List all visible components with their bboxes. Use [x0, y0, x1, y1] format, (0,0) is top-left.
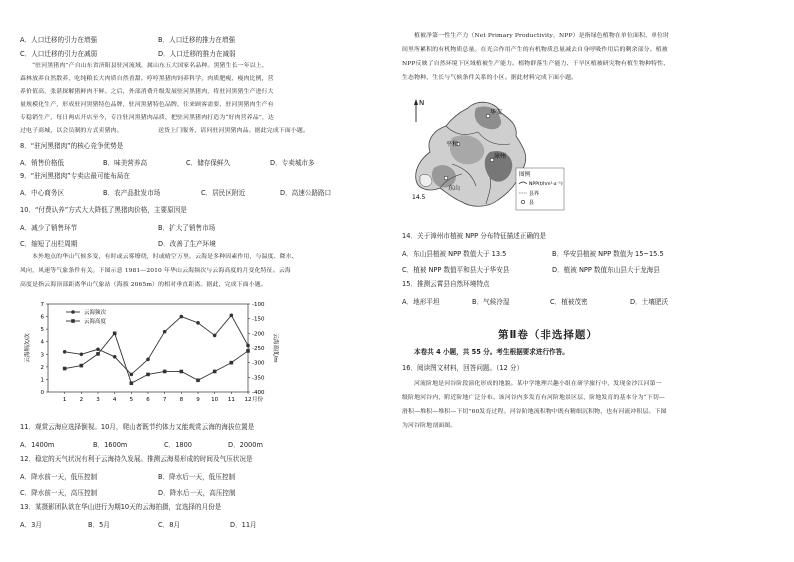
question-11: 11．观赏云海应选择倒视。10月，爬山者既节约体力又能观赏云海的海拔位置是	[20, 423, 255, 431]
north-arrowhead-icon	[414, 99, 418, 105]
passage1-line: 养价值高，张湛探解猪鲜肉不鲜。之后，外部消费升级发展驻河黑猪肉，将驻河黑猪生产进行大	[20, 89, 274, 95]
data-point-2	[213, 370, 217, 374]
map-label-pinghe: 平和	[446, 141, 459, 148]
river-passage-line: 滑积—堆积—堆积—下切”60发育过程。河谷阶地流积物中既有精细沉积物，也有河流冲积层。下图	[402, 409, 667, 415]
q10-option-d[interactable]: D．改善了生产环境	[158, 240, 216, 248]
y-left-tick-label: 4	[40, 339, 44, 346]
legend-county: 县	[529, 200, 535, 206]
q15-option-c[interactable]: C．植被茂密	[550, 298, 588, 306]
y-left-tick-label: 0	[40, 390, 44, 396]
y-left-tick-label: 2	[40, 364, 44, 371]
q10-option-c[interactable]: C．缩短了出栏周期	[20, 240, 78, 248]
map-label-huaan: 华安	[490, 109, 503, 116]
data-point-1	[146, 358, 150, 362]
q14-option-a[interactable]: A．东山县植被 NPP 数值大于 13.5	[402, 250, 507, 258]
question-14: 14．关于漳州市植被 NPP 分布特征描述正确的是	[402, 232, 547, 240]
y-right-tick-label: -350	[252, 375, 265, 382]
x-tick-label: 10	[211, 397, 219, 403]
q13-option-d[interactable]: D．11月	[230, 521, 257, 529]
y-left-tick-label: 6	[40, 314, 44, 321]
map-label-zhangzhou: 漳州	[494, 153, 507, 160]
question-12: 12．稳定的天气状况有利于云海持久发展。推测云海易形成的时间及气压状况是	[20, 455, 253, 463]
q11-option-b[interactable]: B．1600m	[93, 441, 128, 449]
q12-option-a[interactable]: A．降水前一天，低压控制	[20, 473, 98, 481]
x-tick-label: 11	[227, 397, 235, 403]
y-right-tick-label: -200	[252, 331, 265, 338]
legend-label-2: 云海高度	[84, 319, 107, 325]
plot-frame	[48, 304, 248, 392]
data-point-2	[163, 370, 167, 374]
data-point-2	[63, 367, 67, 371]
x-tick-label: 12	[244, 397, 252, 403]
data-point-2	[80, 364, 84, 368]
map-label-dongshan: 东山	[448, 185, 461, 192]
right-column	[402, 0, 782, 562]
legend-npp: NPP(t/hm²·a⁻¹)	[529, 182, 563, 187]
y-left-tick-label: 5	[40, 327, 44, 334]
x-tick-label: 7	[162, 397, 167, 403]
question-8: 8．“驻河黑猪肉”的核心竞争优势是	[20, 142, 124, 150]
q-prev-option-d[interactable]: D．人口迁移的推力在减弱	[158, 50, 236, 58]
data-point-2	[180, 370, 184, 374]
q8-option-a[interactable]: A．销售价格低	[20, 159, 65, 167]
section-2-note: 本卷共 4 小题，共 55 分。考生根据要求进行作答。	[414, 348, 569, 356]
q13-option-c[interactable]: C．8月	[158, 521, 180, 529]
y-right-tick-label: -100	[252, 302, 265, 308]
x-tick-label: 9	[196, 397, 200, 403]
q14-option-c[interactable]: C．植被 NPP 数值平和县大于华安县	[402, 266, 510, 274]
y-right-axis-label: 云海高度/m	[272, 333, 278, 363]
legend-marker-1	[71, 310, 75, 314]
passage1-line: 森林放养自然散养，吃纯粮长大肉质自然香甜。哼哼黑猪肉饲养科学，肉质肥瘦、瘦肉比例，营	[20, 76, 274, 82]
data-point-1	[163, 330, 167, 334]
y-right-tick-label: -250	[252, 346, 265, 352]
question-10: 10．“付费认养”方式大大降低了黑猪肉价格，主要原因是	[20, 206, 187, 214]
passage1-line: 送货上门服务，请问驻河黑猪肉品。据此完成下面小题。	[158, 128, 310, 134]
q8-option-c[interactable]: C．储存保鲜久	[186, 159, 231, 167]
q11-option-d[interactable]: D．2000m	[228, 441, 263, 449]
x-tick-label: 6	[146, 397, 150, 403]
x-tick-label: 8	[179, 397, 184, 403]
passage2-line: 本外地点的华山气候多变，有时或云雾缭绕，时或晴空万里。云海是多种因素作用，与温度、降水、	[32, 254, 298, 260]
npp-passage-line: NPP反映了自然环境下区域植被生产能力。植物群落生产能力、干旱区植被研究物有植生物种特性、	[402, 61, 670, 67]
data-point-1	[113, 355, 117, 359]
legend-label-1: 云海频次	[84, 310, 107, 316]
q9-option-d[interactable]: D．高速公路路口	[280, 189, 332, 197]
npp-passage-line: 生态物种、生长与气候条件关系的小区。据此材料完成下面小题。	[402, 75, 578, 81]
data-point-2	[96, 352, 100, 356]
q14-option-b[interactable]: B．华安县植被 NPP 数值为 15~15.5	[552, 250, 664, 258]
q13-option-a[interactable]: A．3月	[20, 521, 42, 529]
question-13: 13．某摄影团队欲在华山进行为期10天的云海拍摄，宜选择的月份是	[20, 503, 222, 511]
x-tick-label: 5	[129, 397, 134, 403]
data-point-1	[80, 352, 84, 356]
series-line-2	[65, 333, 248, 383]
y-right-tick-label: -300	[252, 360, 265, 367]
q9-option-c[interactable]: C．居民区附近	[201, 189, 246, 197]
y-left-tick-label: 7	[40, 302, 44, 308]
legend-title: 图例	[519, 172, 531, 178]
left-column	[18, 0, 398, 562]
data-point-2	[130, 381, 134, 385]
data-point-2	[246, 349, 250, 353]
question-9: 9．“驻河黑猪肉”专卖店最可能布局在	[20, 172, 130, 180]
npp-passage-line: 间里所累积的有机物质总量。在光合作用产生的有机物质总量减去自身呼吸作用后的剩余部分。植被	[402, 47, 668, 53]
q13-option-b[interactable]: B．5月	[88, 521, 110, 529]
legend-marker-2	[71, 319, 75, 323]
q-prev-option-c[interactable]: C．人口迁移的引力在减弱	[20, 50, 98, 58]
q15-option-d[interactable]: D．土壤肥沃	[630, 298, 669, 306]
q-prev-option-a[interactable]: A．人口迁移的引力在增强	[20, 36, 98, 44]
y-right-tick-label: -400	[252, 390, 265, 396]
x-axis-label: 月份	[252, 397, 264, 403]
q12-option-c[interactable]: C．降水前一天，高压控制	[20, 489, 98, 497]
q12-option-d[interactable]: D．降水后一天，高压控制	[158, 489, 236, 497]
q-prev-option-b[interactable]: B．人口迁移的推力在增强	[158, 36, 236, 44]
y-right-tick-label: -150	[252, 316, 265, 323]
cloud-sea-chart	[20, 296, 290, 414]
data-point-1	[213, 334, 217, 338]
data-point-2	[230, 361, 234, 365]
map-label-npp-value: 14.5	[412, 194, 426, 201]
data-point-1	[96, 347, 100, 351]
q12-option-b[interactable]: B．降水后一天，低压控制	[158, 473, 236, 481]
data-point-1	[196, 321, 200, 325]
q8-option-d[interactable]: D．专卖城市多	[270, 159, 315, 167]
y-left-axis-label: 云海频次/次	[25, 333, 31, 363]
y-left-tick-label: 3	[40, 352, 44, 359]
north-label: N	[419, 99, 425, 107]
data-point-1	[180, 315, 184, 319]
data-point-1	[63, 350, 67, 354]
data-point-2	[196, 378, 200, 382]
x-tick-label: 1	[62, 397, 67, 403]
npp-passage-line: 植被净第一性生产力（Net Primary Productivity，NPP）是指绿色植物在单位面积、单位时	[414, 33, 670, 39]
question-16: 16．阅读图文材料，回答问题。（12 分）	[402, 364, 524, 372]
x-tick-label: 4	[112, 397, 117, 403]
passage1-line: 专稳销生产，每日两店开店至今，专注驻河黑猪肉品质，把驻河黑猪肉打造为“好肉营养品”，达	[20, 115, 274, 121]
q9-option-a[interactable]: A．中心商务区	[20, 189, 65, 197]
q14-option-d[interactable]: D．植被 NPP 数值东山县大于龙海县	[552, 266, 660, 274]
q11-option-a[interactable]: A．1400m	[20, 441, 55, 449]
passage1-line: 过电子商城，以会员制的方式卖猪肉。	[20, 128, 123, 134]
county-seat-legend-icon	[521, 200, 524, 203]
q11-option-c[interactable]: C．1800	[164, 441, 192, 449]
x-tick-label: 2	[79, 397, 84, 403]
data-point-2	[113, 332, 117, 336]
passage2-line: 风向，风速等气象条件有关。下图示意 1981—2010 年华山云海频次与云海高度的月变化特征。云海	[20, 268, 291, 274]
data-point-1	[230, 314, 234, 318]
river-passage-line: 河流阶地是河谷阶段演化形成的地貌。某中学地理兴趣小组在研学旅行中，发现金沙江河第一	[414, 381, 662, 387]
q8-option-b[interactable]: B．味美营养高	[103, 159, 148, 167]
q15-option-b[interactable]: B．气候冷湿	[472, 298, 510, 306]
passage1-line: 量规模化生产，形成驻河黑猪特色品牌，驻河黑猪特色品牌，往来顾客需要，驻河黑猪肉生产有	[20, 102, 274, 108]
data-point-1	[246, 344, 250, 348]
data-point-2	[146, 373, 150, 377]
x-tick-label: 3	[96, 397, 100, 403]
q9-option-b[interactable]: B．农产品批发市场	[103, 189, 161, 197]
y-left-tick-label: 1	[40, 377, 44, 384]
river-passage-line: 级阶地河谷内，附近阶地广泛分布。该河谷内多发育有河阶地景区层，阶地发育的基本分为“下切—	[402, 395, 665, 401]
river-passage-line: 为河谷阶地剖面图。	[402, 423, 457, 429]
q15-option-a[interactable]: A．地形平坦	[402, 298, 440, 306]
legend-border: 县界	[529, 191, 540, 197]
q10-option-b[interactable]: B．扩大了销售市场	[158, 224, 216, 232]
question-15: 15．推测云霄县自然环境特点	[402, 280, 490, 288]
q10-option-a[interactable]: A．减少了销售环节	[20, 224, 78, 232]
county-seat-icon	[444, 176, 448, 180]
section-2-title: 第Ⅱ卷（非选择题）	[498, 329, 598, 341]
data-point-1	[130, 373, 134, 377]
passage2-line: 高度是指云海顶部距离华山气象站（海拔 2065m）的相对垂直距离。据此，完成下面小题。	[20, 282, 267, 288]
zhangzhou-npp-map	[406, 96, 566, 226]
passage1-line: “驻河黑猪肉”产自山东省济阳县驻河流域，属山东五大国家名品种。黑猪生长一年以上，	[32, 63, 268, 69]
